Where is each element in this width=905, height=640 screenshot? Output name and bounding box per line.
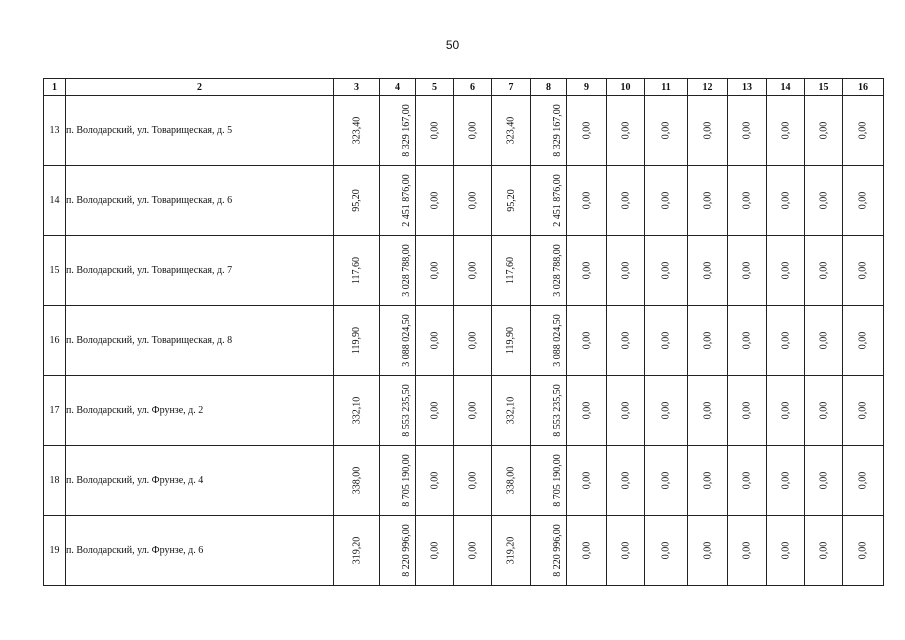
value-col10: 0,00 [620, 541, 631, 560]
value-col3: 95,20 [351, 189, 362, 212]
value-col9-cell [567, 236, 607, 306]
value-col7-cell [492, 306, 531, 376]
address-cell: п. Володарский, ул. Товарищеская, д. 5 [66, 96, 334, 166]
value-col12-cell [688, 236, 728, 306]
value-col8: 8 553 235,50 [551, 384, 563, 437]
table-row [44, 376, 884, 446]
value-col15-cell [805, 516, 843, 586]
value-col3-cell [334, 96, 380, 166]
row-number-cell: 17 [44, 376, 66, 446]
value-col8: 8 220 996,00 [551, 524, 563, 577]
value-col12: 0,00 [702, 121, 713, 140]
row-number-cell: 13 [44, 96, 66, 166]
value-col3: 332,10 [351, 396, 362, 425]
value-col16-cell [843, 306, 884, 376]
address-cell: п. Володарский, ул. Товарищеская, д. 8 [66, 306, 334, 376]
value-col16: 0,00 [857, 191, 869, 210]
column-header: 12 [688, 79, 728, 96]
value-col6-cell [454, 96, 492, 166]
value-col11: 0,00 [660, 121, 672, 140]
value-col4-cell [380, 166, 416, 236]
value-col11: 0,00 [660, 191, 672, 210]
value-col6-cell [454, 236, 492, 306]
value-col15-cell [805, 376, 843, 446]
value-col14: 0,00 [780, 121, 791, 140]
value-col9-cell [567, 376, 607, 446]
column-header: 16 [843, 79, 884, 96]
value-col4-cell [380, 376, 416, 446]
value-col13: 0,00 [741, 121, 753, 140]
value-col13-cell [728, 446, 767, 516]
value-col9: 0,00 [581, 471, 592, 490]
data-table [43, 78, 884, 586]
value-col16-cell [843, 166, 884, 236]
value-col12: 0,00 [702, 401, 713, 420]
value-col15: 0,00 [818, 471, 829, 490]
value-col7-cell [492, 236, 531, 306]
value-col4: 3 088 024,50 [400, 314, 412, 367]
value-col13-cell [728, 96, 767, 166]
row-number-cell: 15 [44, 236, 66, 306]
value-col13-cell [728, 376, 767, 446]
column-header: 2 [66, 79, 334, 96]
value-col14-cell [767, 166, 805, 236]
value-col10-cell [607, 516, 645, 586]
value-col11: 0,00 [660, 471, 672, 490]
value-col4: 2 451 876,00 [400, 174, 412, 227]
value-col15: 0,00 [818, 541, 829, 560]
value-col6-cell [454, 516, 492, 586]
column-header: 10 [607, 79, 645, 96]
value-col4: 8 705 190,00 [400, 454, 412, 507]
value-col8-cell [531, 236, 567, 306]
value-col5: 0,00 [429, 191, 440, 210]
row-number-cell: 16 [44, 306, 66, 376]
value-col12-cell [688, 446, 728, 516]
value-col15: 0,00 [818, 261, 829, 280]
value-col16: 0,00 [857, 401, 869, 420]
value-col8-cell [531, 376, 567, 446]
value-col10-cell [607, 376, 645, 446]
value-col13: 0,00 [741, 191, 753, 210]
value-col6: 0,00 [467, 541, 478, 560]
address-cell: п. Володарский, ул. Фрунзе, д. 2 [66, 376, 334, 446]
value-col14-cell [767, 446, 805, 516]
value-col14-cell [767, 516, 805, 586]
value-col13: 0,00 [741, 261, 753, 280]
value-col7-cell [492, 446, 531, 516]
table-row [44, 306, 884, 376]
address-cell: п. Володарский, ул. Фрунзе, д. 6 [66, 516, 334, 586]
value-col4: 8 553 235,50 [400, 384, 412, 437]
value-col8-cell [531, 306, 567, 376]
value-col10: 0,00 [620, 331, 631, 350]
value-col12: 0,00 [702, 261, 713, 280]
table-row [44, 446, 884, 516]
value-col3: 319,20 [351, 536, 362, 565]
value-col5: 0,00 [429, 331, 440, 350]
value-col4: 8 220 996,00 [400, 524, 412, 577]
value-col5-cell [416, 306, 454, 376]
column-header: 3 [334, 79, 380, 96]
value-col12-cell [688, 306, 728, 376]
value-col7: 119,90 [505, 326, 517, 355]
value-col16: 0,00 [857, 541, 869, 560]
value-col14: 0,00 [780, 261, 791, 280]
value-col3-cell [334, 376, 380, 446]
value-col11: 0,00 [660, 401, 672, 420]
value-col9-cell [567, 516, 607, 586]
value-col5-cell [416, 166, 454, 236]
value-col10-cell [607, 236, 645, 306]
value-col15-cell [805, 166, 843, 236]
value-col13-cell [728, 306, 767, 376]
value-col3-cell [334, 516, 380, 586]
value-col15-cell [805, 96, 843, 166]
table-row [44, 96, 884, 166]
header-row [44, 79, 884, 96]
value-col10: 0,00 [620, 401, 631, 420]
table-row [44, 166, 884, 236]
column-header: 13 [728, 79, 767, 96]
value-col12-cell [688, 516, 728, 586]
column-header: 11 [645, 79, 688, 96]
value-col7: 117,60 [505, 256, 517, 285]
value-col9: 0,00 [581, 401, 592, 420]
column-header: 9 [567, 79, 607, 96]
value-col7: 95,20 [505, 189, 517, 212]
value-col9: 0,00 [581, 191, 592, 210]
value-col13: 0,00 [741, 331, 753, 350]
value-col15: 0,00 [818, 401, 829, 420]
value-col11-cell [645, 306, 688, 376]
column-header: 14 [767, 79, 805, 96]
value-col4-cell [380, 306, 416, 376]
value-col7: 323,40 [505, 116, 517, 145]
value-col8-cell [531, 166, 567, 236]
row-number-cell: 19 [44, 516, 66, 586]
column-header: 8 [531, 79, 567, 96]
value-col5: 0,00 [429, 471, 440, 490]
value-col4: 8 329 167,00 [400, 104, 412, 157]
page-number: 50 [445, 38, 460, 52]
value-col3: 323,40 [351, 116, 362, 145]
value-col12: 0,00 [702, 471, 713, 490]
value-col6-cell [454, 446, 492, 516]
value-col16: 0,00 [857, 261, 869, 280]
value-col12: 0,00 [702, 191, 713, 210]
value-col15: 0,00 [818, 331, 829, 350]
value-col8: 8 329 167,00 [551, 104, 563, 157]
value-col10: 0,00 [620, 191, 631, 210]
value-col9: 0,00 [581, 121, 592, 140]
value-col14: 0,00 [780, 471, 791, 490]
value-col9-cell [567, 306, 607, 376]
value-col12-cell [688, 166, 728, 236]
value-col5-cell [416, 236, 454, 306]
value-col16-cell [843, 516, 884, 586]
value-col14-cell [767, 306, 805, 376]
value-col9: 0,00 [581, 261, 592, 280]
value-col15-cell [805, 446, 843, 516]
value-col8: 3 028 788,00 [551, 244, 563, 297]
value-col10-cell [607, 446, 645, 516]
value-col14: 0,00 [780, 331, 791, 350]
value-col16: 0,00 [857, 121, 869, 140]
value-col12-cell [688, 96, 728, 166]
value-col4-cell [380, 446, 416, 516]
table-row [44, 516, 884, 586]
value-col13: 0,00 [741, 541, 753, 560]
column-header: 5 [416, 79, 454, 96]
value-col3-cell [334, 236, 380, 306]
value-col5: 0,00 [429, 541, 440, 560]
value-col12: 0,00 [702, 331, 713, 350]
value-col15: 0,00 [818, 121, 829, 140]
value-col7: 332,10 [505, 396, 517, 425]
value-col11-cell [645, 96, 688, 166]
value-col14: 0,00 [780, 191, 791, 210]
value-col8: 2 451 876,00 [551, 174, 563, 227]
value-col13-cell [728, 166, 767, 236]
value-col8: 8 705 190,00 [551, 454, 563, 507]
value-col16-cell [843, 446, 884, 516]
value-col12: 0,00 [702, 541, 713, 560]
value-col10: 0,00 [620, 471, 631, 490]
value-col10: 0,00 [620, 261, 631, 280]
address-cell: п. Володарский, ул. Фрунзе, д. 4 [66, 446, 334, 516]
value-col11-cell [645, 446, 688, 516]
table-body [44, 96, 884, 586]
value-col12-cell [688, 376, 728, 446]
value-col11: 0,00 [660, 331, 672, 350]
column-header: 15 [805, 79, 843, 96]
column-header: 6 [454, 79, 492, 96]
value-col16: 0,00 [857, 331, 869, 350]
value-col11-cell [645, 376, 688, 446]
value-col16-cell [843, 96, 884, 166]
value-col7-cell [492, 376, 531, 446]
value-col8: 3 088 024,50 [551, 314, 563, 367]
value-col6: 0,00 [467, 121, 478, 140]
value-col15: 0,00 [818, 191, 829, 210]
value-col6: 0,00 [467, 471, 478, 490]
value-col13-cell [728, 236, 767, 306]
value-col13: 0,00 [741, 401, 753, 420]
value-col5: 0,00 [429, 121, 440, 140]
value-col10-cell [607, 306, 645, 376]
table-row [44, 236, 884, 306]
value-col6: 0,00 [467, 331, 478, 350]
value-col7: 319,20 [505, 536, 517, 565]
value-col5-cell [416, 516, 454, 586]
value-col11: 0,00 [660, 261, 672, 280]
value-col13: 0,00 [741, 471, 753, 490]
value-col8-cell [531, 446, 567, 516]
value-col6-cell [454, 306, 492, 376]
value-col15-cell [805, 306, 843, 376]
value-col10-cell [607, 166, 645, 236]
value-col14: 0,00 [780, 541, 791, 560]
value-col11-cell [645, 236, 688, 306]
value-col9-cell [567, 96, 607, 166]
row-number-cell: 18 [44, 446, 66, 516]
value-col13-cell [728, 516, 767, 586]
value-col4: 3 028 788,00 [400, 244, 412, 297]
value-col5: 0,00 [429, 261, 440, 280]
column-header: 4 [380, 79, 416, 96]
column-header: 1 [44, 79, 66, 96]
column-header: 7 [492, 79, 531, 96]
value-col14-cell [767, 96, 805, 166]
value-col6-cell [454, 166, 492, 236]
value-col3: 117,60 [350, 256, 362, 285]
value-col7-cell [492, 516, 531, 586]
value-col7: 338,00 [505, 466, 517, 495]
value-col16: 0,00 [857, 471, 869, 490]
row-number-cell: 14 [44, 166, 66, 236]
value-col6-cell [454, 376, 492, 446]
value-col16-cell [843, 236, 884, 306]
value-col7-cell [492, 166, 531, 236]
value-col11: 0,00 [660, 541, 672, 560]
value-col8-cell [531, 96, 567, 166]
value-col3-cell [334, 306, 380, 376]
value-col5-cell [416, 376, 454, 446]
value-col6: 0,00 [467, 191, 478, 210]
value-col9-cell [567, 446, 607, 516]
value-col5-cell [416, 446, 454, 516]
value-col9-cell [567, 166, 607, 236]
value-col3-cell [334, 446, 380, 516]
value-col3-cell [334, 166, 380, 236]
value-col15-cell [805, 236, 843, 306]
value-col4-cell [380, 516, 416, 586]
value-col10-cell [607, 96, 645, 166]
value-col9: 0,00 [581, 331, 592, 350]
value-col11-cell [645, 516, 688, 586]
value-col4-cell [380, 96, 416, 166]
value-col7-cell [492, 96, 531, 166]
value-col8-cell [531, 516, 567, 586]
address-cell: п. Володарский, ул. Товарищеская, д. 7 [66, 236, 334, 306]
value-col5-cell [416, 96, 454, 166]
value-col14-cell [767, 376, 805, 446]
value-col6: 0,00 [467, 261, 478, 280]
value-col14: 0,00 [780, 401, 791, 420]
value-col9: 0,00 [581, 541, 592, 560]
value-col3: 119,90 [350, 326, 362, 355]
value-col6: 0,00 [467, 401, 478, 420]
value-col14-cell [767, 236, 805, 306]
value-col5: 0,00 [429, 401, 440, 420]
address-cell: п. Володарский, ул. Товарищеская, д. 6 [66, 166, 334, 236]
value-col16-cell [843, 376, 884, 446]
value-col4-cell [380, 236, 416, 306]
value-col3: 338,00 [351, 466, 362, 495]
value-col11-cell [645, 166, 688, 236]
value-col10: 0,00 [620, 121, 631, 140]
